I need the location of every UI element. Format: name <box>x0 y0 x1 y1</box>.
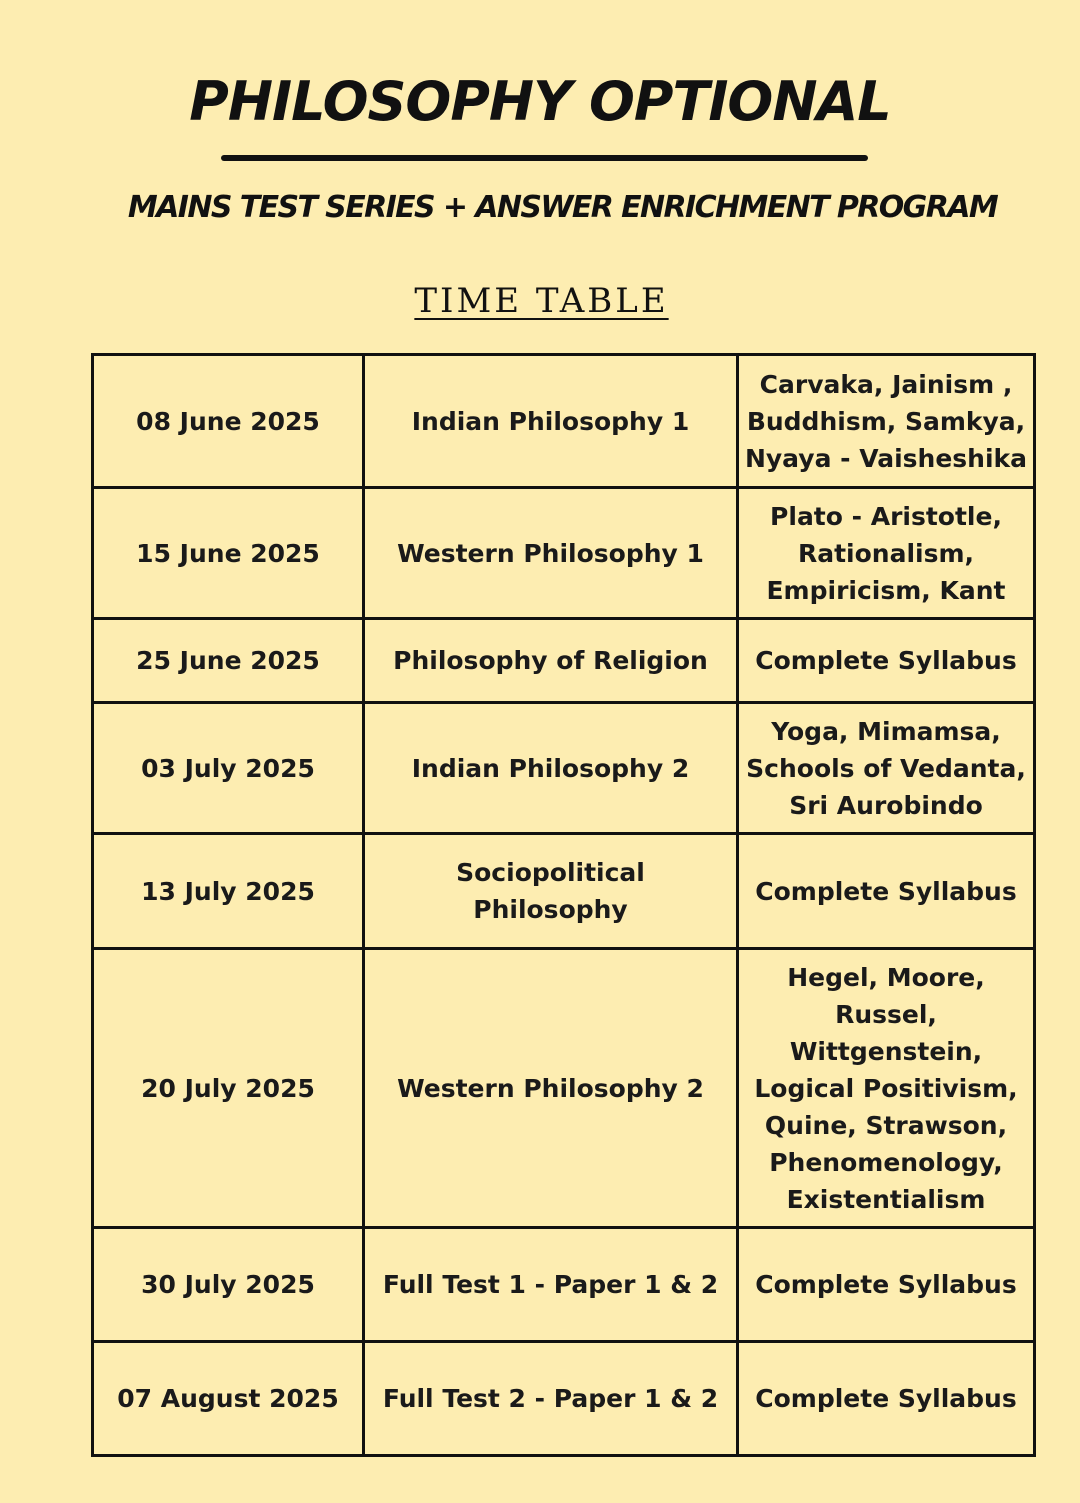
topics-cell: Complete Syllabus <box>738 1342 1035 1456</box>
topics-cell: Plato - Aristotle, Rationalism, Empiricism, Kant <box>738 488 1035 619</box>
date-cell: 08 June 2025 <box>93 355 364 488</box>
table-row <box>93 619 1035 703</box>
date-cell: 25 June 2025 <box>93 619 364 703</box>
title-divider <box>221 155 868 161</box>
date-cell: 20 July 2025 <box>93 949 364 1228</box>
topics-cell: Complete Syllabus <box>738 834 1035 949</box>
paper-cell: Indian Philosophy 1 <box>364 355 738 488</box>
topics-cell: Complete Syllabus <box>738 619 1035 703</box>
table-row <box>93 488 1035 619</box>
paper-cell: Western Philosophy 1 <box>364 488 738 619</box>
paper-cell: Full Test 2 - Paper 1 & 2 <box>364 1342 738 1456</box>
topics-cell: Yoga, Mimamsa, Schools of Vedanta, Sri Aurobindo <box>738 703 1035 834</box>
paper-cell: Indian Philosophy 2 <box>364 703 738 834</box>
date-cell: 07 August 2025 <box>93 1342 364 1456</box>
topics-cell: Hegel, Moore, Russel, Wittgenstein, Logical Positivism, Quine, Strawson, Phenomenology, Existentialism <box>738 949 1035 1228</box>
table-row <box>93 1228 1035 1342</box>
section-heading-text: TIME TABLE <box>414 281 669 321</box>
paper-cell: Western Philosophy 2 <box>364 949 738 1228</box>
topics-cell: Complete Syllabus <box>738 1228 1035 1342</box>
date-cell: 13 July 2025 <box>93 834 364 949</box>
table-row <box>93 949 1035 1228</box>
date-cell: 15 June 2025 <box>93 488 364 619</box>
paper-cell: Full Test 1 - Paper 1 & 2 <box>364 1228 738 1342</box>
date-cell: 30 July 2025 <box>93 1228 364 1342</box>
paper-cell: Philosophy of Religion <box>364 619 738 703</box>
section-heading <box>0 279 1080 323</box>
timetable <box>91 353 1036 1457</box>
paper-cell: Sociopolitical Philosophy <box>364 834 738 949</box>
page-subtitle: MAINS TEST SERIES + ANSWER ENRICHMENT PROGRAM <box>127 190 998 225</box>
date-cell: 03 July 2025 <box>93 703 364 834</box>
table-row <box>93 703 1035 834</box>
table-row <box>93 1342 1035 1456</box>
topics-cell: Carvaka, Jainism , Buddhism, Samkya, Nyaya - Vaisheshika <box>738 355 1035 488</box>
table-row <box>93 834 1035 949</box>
page-title: PHILOSOPHY OPTIONAL <box>189 70 891 133</box>
table-row <box>93 355 1035 488</box>
